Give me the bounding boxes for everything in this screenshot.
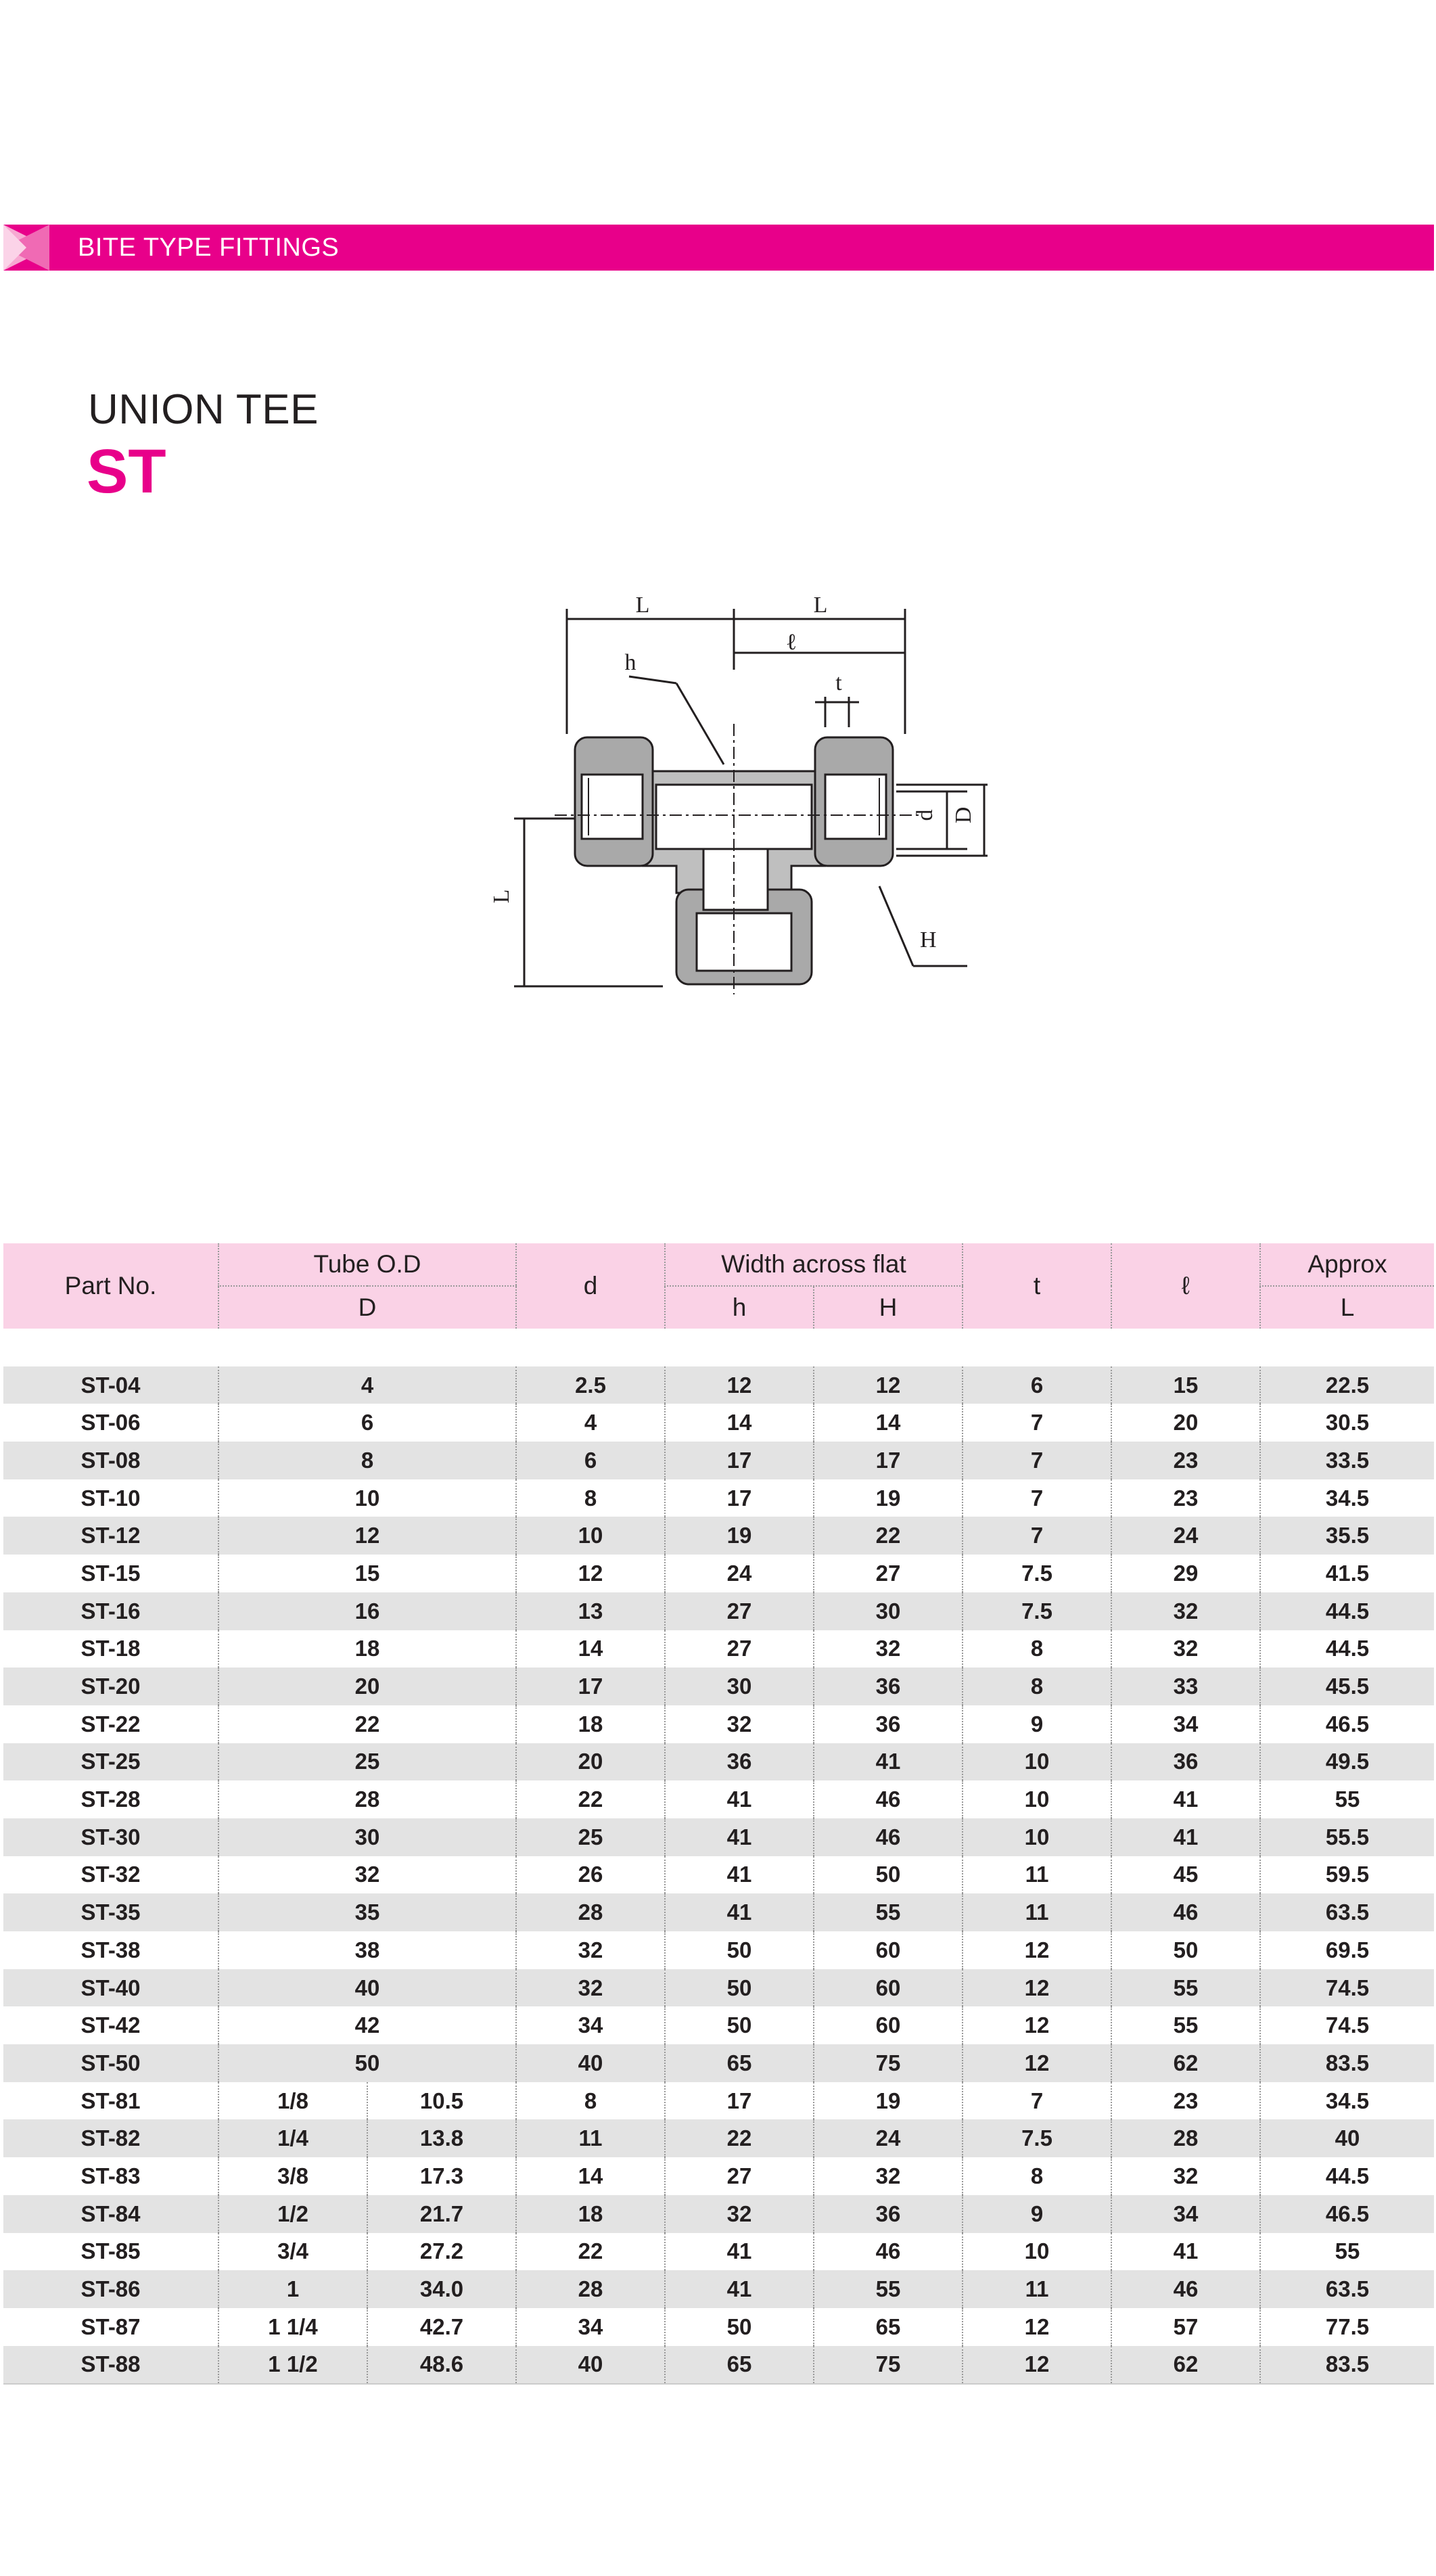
- table-row: [3, 1630, 1434, 1668]
- cell-ell: 32: [1111, 2157, 1260, 2195]
- cell-L: 63.5: [1260, 1893, 1434, 1931]
- cell-tube-od: 20: [218, 1668, 516, 1705]
- cell-tube-od: 28: [218, 1780, 516, 1818]
- union-tee-drawing: [473, 582, 1001, 1001]
- header-ell: ℓ: [1111, 1243, 1260, 1329]
- cell-L: 30.5: [1260, 1404, 1434, 1442]
- dim-label-D: D: [951, 806, 976, 824]
- cell-d: 34: [516, 2006, 665, 2044]
- cell-L: 69.5: [1260, 1931, 1434, 1969]
- cell-part-no: ST-22: [3, 1705, 218, 1743]
- cell-L: 77.5: [1260, 2308, 1434, 2346]
- cell-d: 28: [516, 1893, 665, 1931]
- cell-H: 55: [814, 2270, 963, 2308]
- cell-t: 7: [963, 1517, 1111, 1555]
- cell-tube-od: 38: [218, 1931, 516, 1969]
- cell-t: 12: [963, 2006, 1111, 2044]
- cell-d: 22: [516, 2233, 665, 2271]
- cell-h: 27: [665, 1592, 814, 1630]
- cell-ell: 45: [1111, 1856, 1260, 1894]
- cell-L: 22.5: [1260, 1366, 1434, 1404]
- cell-tube-od-mm: 17.3: [367, 2157, 516, 2195]
- dim-label-d: d: [912, 809, 937, 821]
- cell-part-no: ST-82: [3, 2119, 218, 2157]
- cell-H: 22: [814, 1517, 963, 1555]
- cell-d: 40: [516, 2044, 665, 2082]
- cell-t: 6: [963, 1366, 1111, 1404]
- cell-ell: 57: [1111, 2308, 1260, 2346]
- header-approx: Approx: [1260, 1243, 1434, 1286]
- cell-h: 17: [665, 1442, 814, 1479]
- dim-label-h: h: [624, 650, 636, 675]
- cell-H: 27: [814, 1555, 963, 1592]
- cell-H: 46: [814, 2233, 963, 2271]
- cell-h: 12: [665, 1366, 814, 1404]
- dim-label-L-vertical: L: [489, 889, 514, 904]
- cell-d: 6: [516, 1442, 665, 1479]
- cell-part-no: ST-83: [3, 2157, 218, 2195]
- cell-L: 55: [1260, 2233, 1434, 2271]
- cell-ell: 24: [1111, 1517, 1260, 1555]
- cell-tube-od: 6: [218, 1404, 516, 1442]
- cell-part-no: ST-35: [3, 1893, 218, 1931]
- header-tube-od: Tube O.D: [218, 1243, 516, 1286]
- cell-L: 33.5: [1260, 1442, 1434, 1479]
- cell-H: 41: [814, 1743, 963, 1781]
- product-name: UNION TEE: [88, 386, 319, 433]
- header-d: d: [516, 1243, 665, 1329]
- cell-L: 44.5: [1260, 2157, 1434, 2195]
- cell-L: 34.5: [1260, 1479, 1434, 1517]
- cell-H: 36: [814, 1705, 963, 1743]
- cell-d: 18: [516, 2195, 665, 2233]
- cell-part-no: ST-28: [3, 1780, 218, 1818]
- cell-H: 19: [814, 1479, 963, 1517]
- dim-label-t: t: [835, 670, 842, 695]
- cell-part-no: ST-08: [3, 1442, 218, 1479]
- cell-tube-od: 22: [218, 1705, 516, 1743]
- cell-d: 20: [516, 1743, 665, 1781]
- cell-d: 4: [516, 1404, 665, 1442]
- cell-tube-od: 18: [218, 1630, 516, 1668]
- cell-ell: 28: [1111, 2119, 1260, 2157]
- header-H: H: [814, 1286, 963, 1329]
- cell-d: 11: [516, 2119, 665, 2157]
- cell-H: 12: [814, 1366, 963, 1404]
- cell-H: 60: [814, 1969, 963, 2007]
- table-row: [3, 2157, 1434, 2195]
- table-row: [3, 1517, 1434, 1555]
- cell-tube-od: 50: [218, 2044, 516, 2082]
- cell-part-no: ST-16: [3, 1592, 218, 1630]
- cell-ell: 32: [1111, 1592, 1260, 1630]
- cell-L: 83.5: [1260, 2044, 1434, 2082]
- table-row: [3, 2082, 1434, 2120]
- table-row: [3, 1442, 1434, 1479]
- cell-t: 11: [963, 1856, 1111, 1894]
- cell-H: 65: [814, 2308, 963, 2346]
- cell-h: 41: [665, 2233, 814, 2271]
- cell-part-no: ST-86: [3, 2270, 218, 2308]
- cell-t: 12: [963, 2044, 1111, 2082]
- cell-h: 41: [665, 1893, 814, 1931]
- table-row: [3, 1818, 1434, 1856]
- cell-tube-od-mm: 34.0: [367, 2270, 516, 2308]
- cell-tube-od: 3/8: [218, 2157, 367, 2195]
- cell-tube-od: 25: [218, 1743, 516, 1781]
- cell-ell: 36: [1111, 1743, 1260, 1781]
- section-banner: [3, 225, 1434, 271]
- cell-ell: 50: [1111, 1931, 1260, 1969]
- cell-tube-od: 12: [218, 1517, 516, 1555]
- cell-L: 55: [1260, 1780, 1434, 1818]
- table-row: [3, 1555, 1434, 1592]
- cell-ell: 62: [1111, 2346, 1260, 2385]
- table-row: [3, 2270, 1434, 2308]
- cell-L: 35.5: [1260, 1517, 1434, 1555]
- cell-tube-od: 40: [218, 1969, 516, 2007]
- cell-L: 49.5: [1260, 1743, 1434, 1781]
- cell-ell: 34: [1111, 1705, 1260, 1743]
- cell-d: 28: [516, 2270, 665, 2308]
- cell-t: 7: [963, 1404, 1111, 1442]
- cell-d: 22: [516, 1780, 665, 1818]
- cell-part-no: ST-32: [3, 1856, 218, 1894]
- dim-label-H: H: [920, 927, 937, 952]
- cell-ell: 32: [1111, 1630, 1260, 1668]
- cell-ell: 23: [1111, 1442, 1260, 1479]
- header-tube-od-D: D: [218, 1286, 516, 1329]
- cell-h: 27: [665, 1630, 814, 1668]
- cell-t: 7.5: [963, 1555, 1111, 1592]
- cell-H: 60: [814, 2006, 963, 2044]
- cell-part-no: ST-30: [3, 1818, 218, 1856]
- cell-part-no: ST-85: [3, 2233, 218, 2271]
- cell-ell: 29: [1111, 1555, 1260, 1592]
- cell-L: 59.5: [1260, 1856, 1434, 1894]
- table-row: [3, 1366, 1434, 1404]
- table-row: [3, 1893, 1434, 1931]
- cell-L: 44.5: [1260, 1630, 1434, 1668]
- cell-H: 32: [814, 1630, 963, 1668]
- cell-part-no: ST-04: [3, 1366, 218, 1404]
- cell-h: 22: [665, 2119, 814, 2157]
- cell-t: 12: [963, 1969, 1111, 2007]
- cell-tube-od-mm: 13.8: [367, 2119, 516, 2157]
- cell-d: 26: [516, 1856, 665, 1894]
- cell-d: 32: [516, 1931, 665, 1969]
- cell-H: 36: [814, 2195, 963, 2233]
- cell-t: 12: [963, 1931, 1111, 1969]
- cell-H: 14: [814, 1404, 963, 1442]
- cell-t: 11: [963, 1893, 1111, 1931]
- cell-tube-od-mm: 10.5: [367, 2082, 516, 2120]
- cell-part-no: ST-81: [3, 2082, 218, 2120]
- cell-ell: 55: [1111, 2006, 1260, 2044]
- cell-part-no: ST-06: [3, 1404, 218, 1442]
- cell-h: 17: [665, 1479, 814, 1517]
- cell-h: 41: [665, 2270, 814, 2308]
- cell-d: 10: [516, 1517, 665, 1555]
- cell-part-no: ST-25: [3, 1743, 218, 1781]
- cell-t: 8: [963, 1668, 1111, 1705]
- table-row: [3, 2308, 1434, 2346]
- header-h: h: [665, 1286, 814, 1329]
- table-row: [3, 1479, 1434, 1517]
- cell-tube-od: 1/8: [218, 2082, 367, 2120]
- cell-H: 46: [814, 1780, 963, 1818]
- cell-ell: 23: [1111, 1479, 1260, 1517]
- cell-part-no: ST-38: [3, 1931, 218, 1969]
- cell-H: 24: [814, 2119, 963, 2157]
- cell-h: 50: [665, 2308, 814, 2346]
- cell-h: 32: [665, 1705, 814, 1743]
- cell-L: 83.5: [1260, 2346, 1434, 2385]
- cell-L: 46.5: [1260, 2195, 1434, 2233]
- cell-tube-od: 35: [218, 1893, 516, 1931]
- product-code: ST: [87, 437, 166, 506]
- cell-h: 50: [665, 2006, 814, 2044]
- header-part-no: Part No.: [3, 1243, 218, 1329]
- cell-part-no: ST-88: [3, 2346, 218, 2385]
- cell-tube-od: 32: [218, 1856, 516, 1894]
- cell-t: 12: [963, 2346, 1111, 2385]
- cell-d: 8: [516, 1479, 665, 1517]
- cell-t: 10: [963, 1743, 1111, 1781]
- cell-part-no: ST-10: [3, 1479, 218, 1517]
- cell-h: 14: [665, 1404, 814, 1442]
- cell-tube-od-mm: 21.7: [367, 2195, 516, 2233]
- cell-L: 63.5: [1260, 2270, 1434, 2308]
- cell-H: 46: [814, 1818, 963, 1856]
- table-row: [3, 2346, 1434, 2385]
- cell-ell: 46: [1111, 1893, 1260, 1931]
- dim-label-ell: ℓ: [785, 630, 797, 655]
- cell-tube-od: 15: [218, 1555, 516, 1592]
- banner-title: BITE TYPE FITTINGS: [78, 233, 340, 262]
- cell-ell: 41: [1111, 1818, 1260, 1856]
- table-row: [3, 1931, 1434, 1969]
- cell-part-no: ST-87: [3, 2308, 218, 2346]
- cell-L: 74.5: [1260, 2006, 1434, 2044]
- cell-d: 25: [516, 1818, 665, 1856]
- cell-h: 30: [665, 1668, 814, 1705]
- cell-h: 36: [665, 1743, 814, 1781]
- cell-part-no: ST-40: [3, 1969, 218, 2007]
- cell-d: 12: [516, 1555, 665, 1592]
- cell-L: 41.5: [1260, 1555, 1434, 1592]
- cell-H: 50: [814, 1856, 963, 1894]
- cell-L: 34.5: [1260, 2082, 1434, 2120]
- cell-t: 7: [963, 1442, 1111, 1479]
- dim-label-L-left: L: [635, 593, 650, 618]
- cell-d: 14: [516, 1630, 665, 1668]
- table-row: [3, 2006, 1434, 2044]
- cell-t: 7.5: [963, 1592, 1111, 1630]
- cell-L: 40: [1260, 2119, 1434, 2157]
- table-row: [3, 1856, 1434, 1894]
- cell-h: 41: [665, 1780, 814, 1818]
- cell-H: 36: [814, 1668, 963, 1705]
- banner-corner-icon: [3, 225, 49, 271]
- cell-t: 10: [963, 1780, 1111, 1818]
- cell-L: 46.5: [1260, 1705, 1434, 1743]
- cell-tube-od: 1/2: [218, 2195, 367, 2233]
- cell-part-no: ST-50: [3, 2044, 218, 2082]
- cell-ell: 34: [1111, 2195, 1260, 2233]
- cell-h: 41: [665, 1856, 814, 1894]
- dim-label-L-right: L: [813, 593, 828, 618]
- header-L: L: [1260, 1286, 1434, 1329]
- cell-t: 7: [963, 2082, 1111, 2120]
- table-row: [3, 1743, 1434, 1781]
- cell-tube-od: 3/4: [218, 2233, 367, 2271]
- header-width-across-flat: Width across flat: [665, 1243, 963, 1286]
- cell-ell: 33: [1111, 1668, 1260, 1705]
- cell-ell: 41: [1111, 2233, 1260, 2271]
- cell-part-no: ST-42: [3, 2006, 218, 2044]
- cell-part-no: ST-84: [3, 2195, 218, 2233]
- cell-tube-od: 1/4: [218, 2119, 367, 2157]
- cell-t: 11: [963, 2270, 1111, 2308]
- cell-tube-od: 42: [218, 2006, 516, 2044]
- cell-tube-od: 1: [218, 2270, 367, 2308]
- cell-tube-od: 4: [218, 1366, 516, 1404]
- cell-h: 24: [665, 1555, 814, 1592]
- cell-H: 60: [814, 1931, 963, 1969]
- cell-L: 74.5: [1260, 1969, 1434, 2007]
- cell-tube-od: 10: [218, 1479, 516, 1517]
- cell-t: 8: [963, 1630, 1111, 1668]
- cell-L: 45.5: [1260, 1668, 1434, 1705]
- cell-tube-od: 30: [218, 1818, 516, 1856]
- cell-t: 7.5: [963, 2119, 1111, 2157]
- cell-t: 10: [963, 2233, 1111, 2271]
- cell-d: 2.5: [516, 1366, 665, 1404]
- cell-ell: 20: [1111, 1404, 1260, 1442]
- cell-h: 19: [665, 1517, 814, 1555]
- table-row: [3, 1592, 1434, 1630]
- cell-h: 17: [665, 2082, 814, 2120]
- cell-t: 12: [963, 2308, 1111, 2346]
- cell-ell: 41: [1111, 1780, 1260, 1818]
- cell-tube-od: 8: [218, 1442, 516, 1479]
- cell-d: 13: [516, 1592, 665, 1630]
- cell-tube-od-mm: 27.2: [367, 2233, 516, 2271]
- cell-tube-od: 1 1/2: [218, 2346, 367, 2385]
- cell-t: 10: [963, 1818, 1111, 1856]
- cell-H: 32: [814, 2157, 963, 2195]
- cell-H: 55: [814, 1893, 963, 1931]
- table-row: [3, 2195, 1434, 2233]
- cell-h: 50: [665, 1969, 814, 2007]
- dimension-table: [3, 1243, 1434, 2385]
- cell-d: 32: [516, 1969, 665, 2007]
- cell-ell: 46: [1111, 2270, 1260, 2308]
- cell-ell: 55: [1111, 1969, 1260, 2007]
- table-row: [3, 2119, 1434, 2157]
- table-row: [3, 1668, 1434, 1705]
- cell-L: 55.5: [1260, 1818, 1434, 1856]
- cell-part-no: ST-20: [3, 1668, 218, 1705]
- table-row: [3, 1780, 1434, 1818]
- table-row: [3, 1705, 1434, 1743]
- cell-d: 14: [516, 2157, 665, 2195]
- cell-L: 44.5: [1260, 1592, 1434, 1630]
- cell-t: 8: [963, 2157, 1111, 2195]
- cell-h: 41: [665, 1818, 814, 1856]
- cell-part-no: ST-12: [3, 1517, 218, 1555]
- cell-ell: 23: [1111, 2082, 1260, 2120]
- table-row: [3, 2233, 1434, 2271]
- cell-H: 30: [814, 1592, 963, 1630]
- cell-h: 65: [665, 2346, 814, 2385]
- cell-tube-od-mm: 48.6: [367, 2346, 516, 2385]
- cell-d: 8: [516, 2082, 665, 2120]
- table-row: [3, 1404, 1434, 1442]
- cell-t: 7: [963, 1479, 1111, 1517]
- cell-h: 27: [665, 2157, 814, 2195]
- cell-tube-od: 16: [218, 1592, 516, 1630]
- cell-part-no: ST-15: [3, 1555, 218, 1592]
- cell-tube-od: 1 1/4: [218, 2308, 367, 2346]
- cell-H: 75: [814, 2044, 963, 2082]
- cell-d: 40: [516, 2346, 665, 2385]
- cell-H: 17: [814, 1442, 963, 1479]
- cell-d: 34: [516, 2308, 665, 2346]
- header-spacer: [3, 1329, 1434, 1366]
- cell-H: 19: [814, 2082, 963, 2120]
- cell-h: 32: [665, 2195, 814, 2233]
- cell-d: 17: [516, 1668, 665, 1705]
- table-row: [3, 2044, 1434, 2082]
- cell-part-no: ST-18: [3, 1630, 218, 1668]
- cell-ell: 15: [1111, 1366, 1260, 1404]
- cell-ell: 62: [1111, 2044, 1260, 2082]
- header-t: t: [963, 1243, 1111, 1329]
- cell-h: 50: [665, 1931, 814, 1969]
- cell-t: 9: [963, 2195, 1111, 2233]
- cell-t: 9: [963, 1705, 1111, 1743]
- table-row: [3, 1969, 1434, 2007]
- cell-h: 65: [665, 2044, 814, 2082]
- cell-d: 18: [516, 1705, 665, 1743]
- cell-tube-od-mm: 42.7: [367, 2308, 516, 2346]
- cell-H: 75: [814, 2346, 963, 2385]
